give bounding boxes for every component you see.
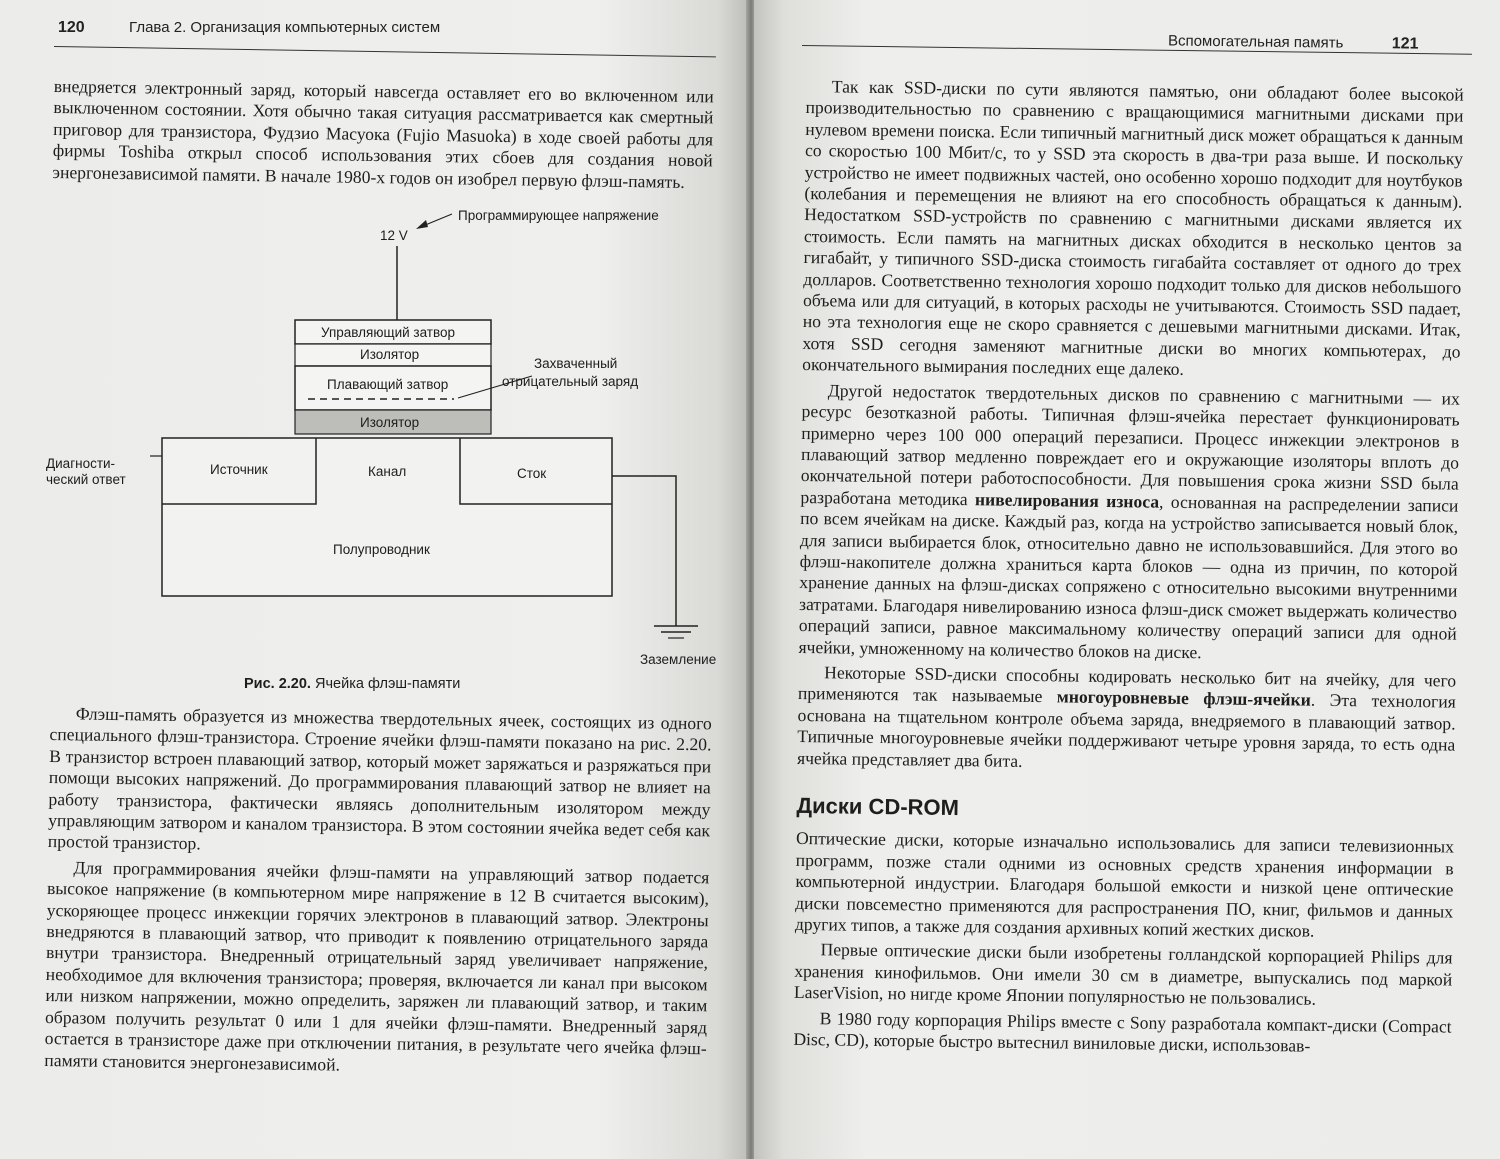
voltage-value-label: 12 V bbox=[380, 228, 408, 243]
ground-lead bbox=[612, 476, 676, 626]
programming-voltage-label: Программирующее напряжение bbox=[458, 208, 659, 223]
right-page bbox=[754, 0, 1500, 1159]
figure-caption-text: Ячейка флэш-памяти bbox=[315, 676, 461, 692]
paragraph: В 1980 году корпорация Philips вместе с Sony разработала компакт-диски (Compact Disc, CD), которые быстро вытеснил виниловые диски, использовав- bbox=[793, 1007, 1452, 1056]
channel-label: Канал bbox=[368, 464, 407, 479]
insulator-top-label: Изолятор bbox=[360, 347, 420, 362]
section-running-title: Вспомогательная память bbox=[1167, 32, 1344, 52]
paragraph: Оптические диски, которые изначально использовались для записи телевизионных программ, позже стали одними из основных средств хранения информации в компьютерной индустрии. Благодаря большой емкости и низкой цене оптические диски повсеместно применяются для распространения ПО, книг, фильмов и данных других типов, а также для создания архивных копий жестких дисков. bbox=[794, 828, 1455, 941]
left-page bbox=[0, 0, 748, 1159]
left-top-text bbox=[52, 76, 714, 193]
drain-label: Сток bbox=[517, 466, 547, 481]
paragraph-text: , основанная на распределении записи по всем ячейкам на диске. Каждый раз, когда на устройство записывается новый блок, для записи выбирается блок, относительно давно не использовавшийся. Для этого во флэш-накопителе должна храниться карта блоков — одна из причин, по которой хранение данных на флэш-дисках сопряжено с относительно высокими внутренними затратами. Благодаря нивелированию износа флэш-диск сможет выдержать количество операций записи, равное максимальному количеству операций записи для одной ячейки, умноженному на количество блоков на диске. bbox=[798, 491, 1459, 662]
right-page-number: 121 bbox=[1391, 35, 1419, 53]
paragraph bbox=[798, 380, 1460, 667]
paragraph: Для программирования ячейки флэш-памяти на управляющий затвор подается высокое напряжение (в компьютерном мире напряжение в 12 В считается высоким), ускоряющее процесс инжекции горячих электронов в плавающий затвор. Электроны внедряются в плавающий затвор, что приводит к появлению отрицательного заряда внутри транзистора. Внедренный отрицательный заряд увеличивает напряжение, необходимое для включения транзистора; проверяя, включается ли канал при высоком или низком напряжении, можно определить, заряжен ли плавающий затвор, и таким образом получить результат 0 или 1 для ячейки флэш-памяти. Внедренный заряд остается в транзисторе даже при отключении питания, в результате чего ячейка флэш-памяти становится энергонезависимой. bbox=[44, 857, 710, 1075]
ground-label: Заземление bbox=[640, 652, 717, 667]
trapped-charge-label-1: Захваченный bbox=[534, 356, 618, 371]
section-heading: Диски CD-ROM bbox=[796, 792, 960, 821]
left-bottom-text bbox=[44, 703, 712, 1081]
flash-cell-diagram bbox=[40, 196, 730, 676]
paragraph: Флэш-память образуется из множества твердотельных ячеек, состоящих из одного специального флэш-транзистора. Строение ячейки флэш-памяти показано на рис. 2.20. В транзистор встроен плавающий затвор, который может заряжаться и разряжаться при помощи высоких напряжений. До программирования плавающий затвор не влияет на работу транзистора, фактически являясь дополнительным изолятором между управляющим затвором и каналом транзистора. В этом состоянии ячейка ведет себя как простой транзистор. bbox=[47, 703, 712, 854]
term-multilevel-cells: многоуровневые флэш-ячейки bbox=[1056, 686, 1311, 711]
trapped-charge-label-2: отрицательный заряд bbox=[502, 374, 639, 389]
paragraph-text: Некоторые SSD-диски способны кодировать несколько бит на ячейку, для чего применяются так называемые bbox=[797, 662, 1457, 707]
source-label: Источник bbox=[210, 462, 268, 477]
left-page-number: 120 bbox=[58, 19, 85, 36]
left-header-rule bbox=[54, 46, 716, 57]
term-wear-leveling: нивелирования износа bbox=[974, 488, 1160, 512]
paragraph bbox=[797, 662, 1456, 778]
semiconductor-label: Полупроводник bbox=[333, 542, 430, 557]
diagnostic-label-2: ческий ответ bbox=[46, 472, 126, 487]
left-running-head bbox=[58, 19, 440, 37]
paragraph-text: . Эта технология основана на тщательном контроле объема заряда, внедряемого в плавающий затвор. Типичные многоуровневые ячейки поддерживают четыре уровня заряда, то есть одна ячейка представляет два бита. bbox=[796, 690, 1456, 771]
paragraph: Первые оптические диски были изобретены голландской корпорацией Philips для хранения кинофильмов. Они имели 30 см в диаметре, выпускались под маркой LaserVision, но нигде кроме Японии популярностью не пользовались. bbox=[793, 939, 1453, 1010]
figure-number: Рис. 2.20. bbox=[244, 676, 311, 692]
figure-caption bbox=[244, 676, 460, 692]
diagnostic-label-1: Диагности- bbox=[46, 456, 116, 471]
control-gate-label: Управляющий затвор bbox=[321, 325, 456, 340]
paragraph: Так как SSD-диски по сути являются памятью, они обладают более высокой производительностью по сравнению с вращающимися магнитными дисками при нулевом времени поиска. Если типичный магнитный диск может обращаться к данным со скоростью 100 Мбит/с, то у SSD эта скорость в два-три раза выше. И поскольку устройство не имеет подвижных частей, оно особенно хорошо подходит для ноутбуков (колебания и перемещения не влияют на его способность обращаться к данным). Недостатком SSD-устройств по сравнению с магнитными дисками является их стоимость. Если память на магнитных дисках обходится в несколько центов за гигабайт, у типичного SSD-диска стоимость гигабайта составляет от одного до трех долларов. Соответственно технология хорошо подходит только для дисков небольшого объема или для ситуаций, в которых расходы не учитываются. Стоимость SSD падает, но эта технология еще не скоро сравняется с дешевыми магнитными дисками. Итак, хотя SSD сегодня заменяют магнитные диски во многих компьютерах, до окончательного вымирания последних еще далеко. bbox=[802, 76, 1464, 380]
paragraph-text: Другой недостаток твердотельных дисков по сравнению с магнитными — их ресурс безотказной работы. Типичная флэш-ячейка перестает функционировать примерно через 100 000 операций перезаписи. Процесс инжекции электронов в плавающий затвор медленно повреждает его и окружающие изоляторы вплоть до окончательной потери работоспособности. Для повышения срока жизни SSD была разработана методика bbox=[800, 380, 1460, 509]
voltage-arrowhead bbox=[416, 220, 428, 229]
right-text bbox=[793, 76, 1464, 1059]
insulator-bottom-label: Изолятор bbox=[360, 415, 420, 430]
chapter-title: Глава 2. Организация компьютерных систем bbox=[129, 19, 441, 36]
paragraph: внедряется электронный заряд, который навсегда оставляет его во включенном или выключенном состоянии. Хотя обычно такая ситуация рассматривается как смертный приговор для транзистора, Фудзио Масуока (Fujio Masuoka) в ходе своей работы для фирмы Toshiba открыл способ использования этих сбоев для создания новой энергонезависимой памяти. В начале 1980-х годов он изобрел первую флэш-память. bbox=[52, 76, 714, 192]
floating-gate-label: Плавающий затвор bbox=[327, 377, 449, 392]
flash-cell-figure bbox=[40, 196, 730, 696]
